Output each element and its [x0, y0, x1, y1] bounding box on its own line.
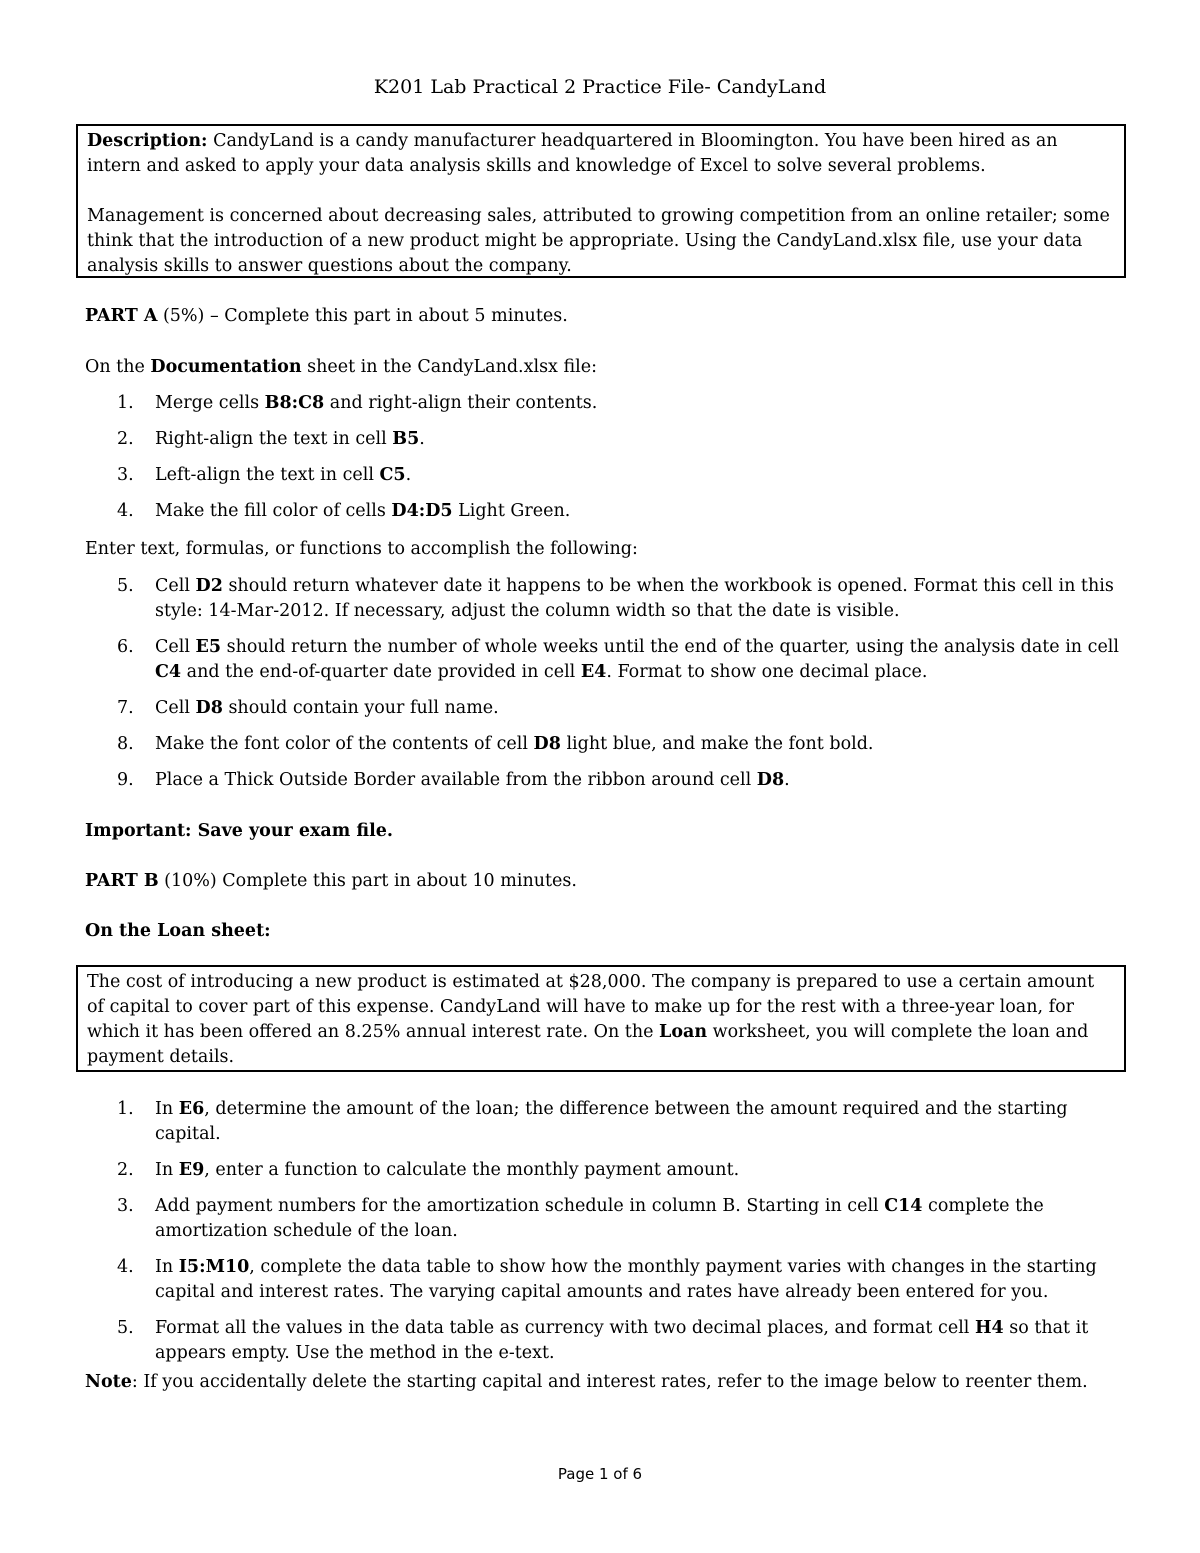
part-a-intro: On the Documentation sheet in the CandyLand.xlsx file: — [85, 357, 598, 377]
description-box — [76, 124, 1126, 278]
loan-box-text: The cost of introducing a new product is estimated at $28,000. The company is prepared to use a certain amount of capital to cover part of this expense. CandyLand will have to make up for the rest with a three-year loan, for which it has been offered an 8.25% annual interest rate. On the Loan worksheet, you will complete the loan and payment details. — [87, 972, 1095, 1067]
part-a-heading: PART A (5%) – Complete this part in about 5 minutes. — [85, 306, 568, 326]
important-note: Important: Save your exam file. — [85, 821, 393, 841]
description-para-2: Management is concerned about decreasing sales, attributed to growing competition from an online retailer; some think that the introduction of a new product might be appropriate. Using the CandyLand.xlsx file, use your data analysis skills to answer questions about the company. — [87, 206, 1110, 276]
part-a-intro-2: Enter text, formulas, or functions to accomplish the following: — [85, 539, 638, 559]
description-para-1: Description: CandyLand is a candy manufacturer headquartered in Bloomington. You have been hired as an intern and asked to apply your data analysis skills and knowledge of Excel to solve several problems. — [87, 131, 1058, 176]
page-number: Page 1 of 6 — [557, 1465, 643, 1483]
list-item: 3. Left-align the text in cell C5. — [117, 465, 412, 485]
loan-box — [76, 965, 1126, 1072]
loan-sheet-heading: On the Loan sheet: — [85, 921, 271, 941]
description-label: Description: — [87, 131, 208, 151]
list-item: 7. Cell D8 should contain your full name. — [117, 698, 499, 718]
list-item: 4. In I5:M10, complete the data table to show how the monthly payment varies with changes in the starting capital and interest rates. The varying capital amounts and rates have already been entered for you. — [117, 1257, 1097, 1302]
list-item: 9. Place a Thick Outside Border available from the ribbon around cell D8. — [117, 770, 790, 790]
list-item: 5. Cell D2 should return whatever date it happens to be when the workbook is opened. Format this cell in this style: 14-Mar-2012. If necessary, adjust the column width so that the date is visible. — [117, 576, 1114, 621]
list-item: 8. Make the font color of the contents of cell D8 light blue, and make the font bold. — [117, 734, 874, 754]
list-item: 2. In E9, enter a function to calculate the monthly payment amount. — [117, 1160, 740, 1180]
list-item: 6. Cell E5 should return the number of whole weeks until the end of the quarter, using the analysis date in cell C4 and the end-of-quarter date provided in cell E4. Format to show one decimal place. — [117, 637, 1119, 682]
list-item: 2. Right-align the text in cell B5. — [117, 429, 425, 449]
list-item: 1. In E6, determine the amount of the loan; the difference between the amount required and the starting capital. — [117, 1099, 1068, 1144]
list-item: 4. Make the fill color of cells D4:D5 Light Green. — [117, 501, 571, 521]
part-b-list — [85, 1097, 1125, 1366]
document-title: K201 Lab Practical 2 Practice File- CandyLand — [373, 76, 827, 98]
part-b-heading: PART B (10%) Complete this part in about 10 minutes. — [85, 871, 577, 891]
part-a-list-2 — [85, 574, 1125, 793]
list-item: 5. Format all the values in the data table as currency with two decimal places, and format cell H4 so that it appears empty. Use the method in the e-text. — [117, 1318, 1089, 1363]
part-a-list-1 — [85, 391, 1125, 524]
note: Note: If you accidentally delete the starting capital and interest rates, refer to the image below to reenter them. — [85, 1372, 1088, 1392]
list-item: 1. Merge cells B8:C8 and right-align their contents. — [117, 393, 598, 413]
list-item: 3. Add payment numbers for the amortization schedule in column B. Starting in cell C14 complete the amortization schedule of the loan. — [117, 1196, 1044, 1241]
